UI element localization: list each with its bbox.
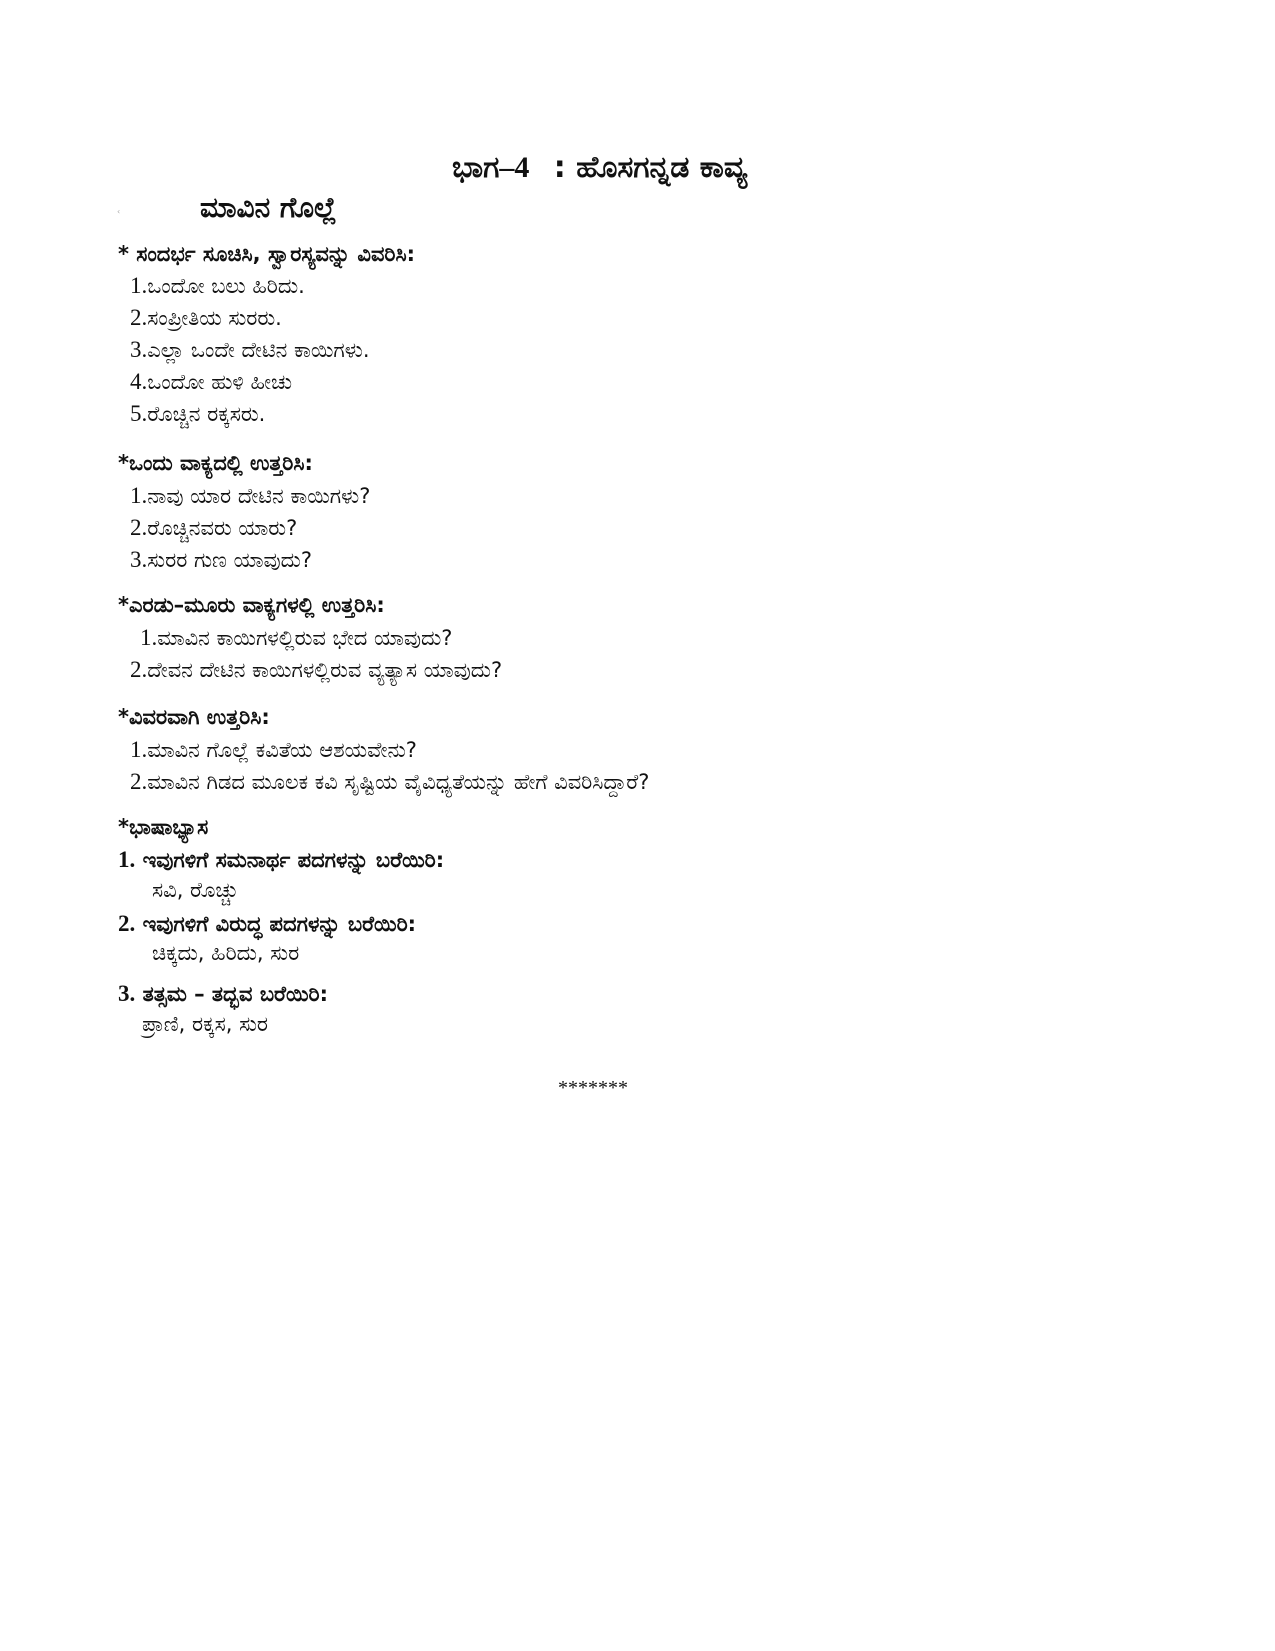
list-item: 2.ರೊಚ್ಚಿನವರು ಯಾರು?: [130, 515, 298, 540]
list-item: 1.ನಾವು ಯಾರ ದೇಟಿನ ಕಾಯಿಗಳು?: [130, 483, 371, 508]
list-item: 4.ಒಂದೋ ಹುಳಿ ಹೀಚು: [130, 369, 293, 394]
section-heading-context: * ಸಂದರ್ಭ ಸೂಚಿಸಿ, ಸ್ವಾರಸ್ಯವನ್ನು ವಿವರಿಸಿ:: [118, 242, 416, 266]
grammar-task: 1. ಇವುಗಳಿಗೆ ಸಮನಾರ್ಥ ಪದಗಳನ್ನು ಬರೆಯಿರಿ:: [118, 847, 445, 872]
part-number: –4: [499, 151, 530, 184]
end-separator: *******: [558, 1077, 628, 1099]
list-item: 1.ಮಾವಿನ ಗೊಲ್ಲೆ ಕವಿತೆಯ ಆಶಯವೇನು?: [130, 737, 417, 762]
list-item: 3.ಸುರರ ಗುಣ ಯಾವುದು?: [130, 547, 312, 572]
list-item: 2.ಮಾವಿನ ಗಿಡದ ಮೂಲಕ ಕವಿ ಸೃಷ್ಟಿಯ ವೈವಿಧ್ಯತೆಯನ್ನು ಹೇಗೆ ವಿವರಿಸಿದ್ದಾರೆ?: [130, 769, 650, 794]
section-heading-grammar: *ಭಾಷಾಭ್ಯಾಸ: [118, 815, 209, 839]
part-label: ಭಾಗ: [452, 150, 500, 185]
list-item: 3.ಎಲ್ಲಾ ಒಂದೇ ದೇಟಿನ ಕಾಯಿಗಳು.: [130, 337, 370, 362]
grammar-words: ಸವಿ, ರೊಚ್ಚು: [152, 878, 239, 902]
grammar-task: 3. ತತ್ಸಮ – ತದ್ಭವ ಬರೆಯಿರಿ:: [118, 981, 329, 1006]
list-item: 2.ಸಂಪ್ರೀತಿಯ ಸುರರು.: [130, 305, 282, 330]
list-item: 1.ಒಂದೋ ಬಲು ಹಿರಿದು.: [130, 273, 305, 298]
section-heading-two-three: *ಎರಡು–ಮೂರು ವಾಕ್ಯಗಳಲ್ಲಿ ಉತ್ತರಿಸಿ:: [118, 593, 385, 617]
section-heading-one-sentence: *ಒಂದು ವಾಕ್ಯದಲ್ಲಿ ಉತ್ತರಿಸಿ:: [118, 451, 313, 475]
grammar-words: ಪ್ರಾಣಿ, ರಕ್ಕಸ, ಸುರ: [142, 1012, 269, 1036]
grammar-task: 2. ಇವುಗಳಿಗೆ ವಿರುದ್ಧ ಪದಗಳನ್ನು ಬರೆಯಿರಿ:: [118, 911, 417, 936]
part-heading: [452, 150, 748, 185]
list-item: 5.ರೊಚ್ಚಿನ ರಕ್ಕಸರು.: [130, 401, 266, 426]
grammar-words: ಚಿಕ್ಕದು, ಹಿರಿದು, ಸುರ: [152, 941, 300, 965]
lesson-title: ಮಾವಿನ ಗೊಲ್ಲೆ: [200, 191, 337, 224]
list-item: 2.ದೇವನ ದೇಟಿನ ಕಾಯಿಗಳಲ್ಲಿರುವ ವ್ಯತ್ಯಾಸ ಯಾವುದು?: [130, 657, 503, 682]
part-title: : ಹೊಸಗನ್ನಡ ಕಾವ್ಯ: [553, 150, 748, 185]
list-item: 1.ಮಾವಿನ ಕಾಯಿಗಳಲ್ಲಿರುವ ಭೇದ ಯಾವುದು?: [140, 625, 453, 650]
scan-mark: ‹: [117, 207, 121, 216]
section-heading-detailed: *ವಿವರವಾಗಿ ಉತ್ತರಿಸಿ:: [118, 705, 270, 729]
